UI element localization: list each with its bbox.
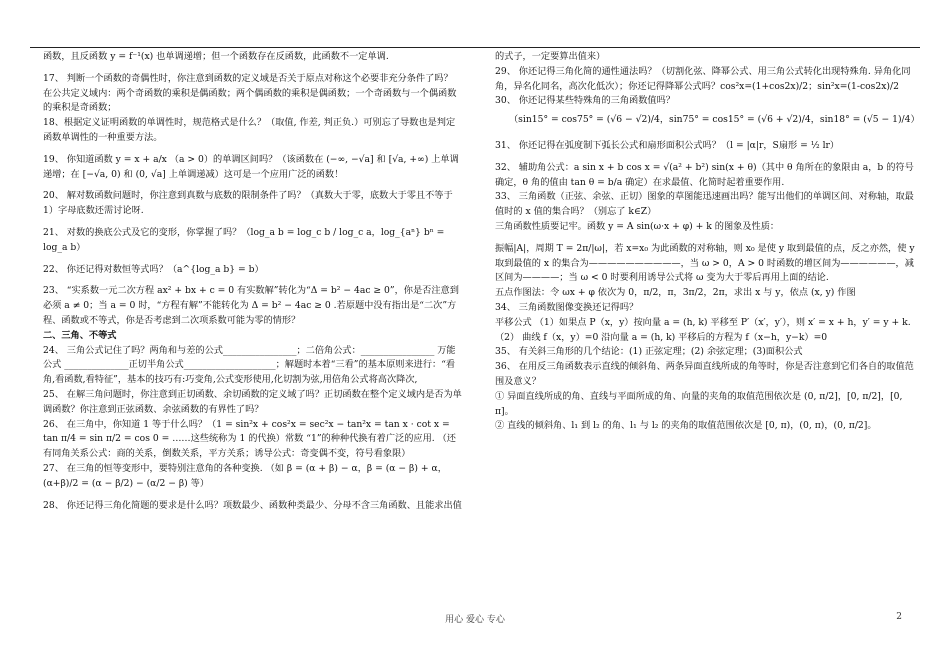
item-21: 21、 对数的换底公式及它的变形，你掌握了吗？（log_a b = log_c b / log_c a，log_{aⁿ} bⁿ = log_a b） — [43, 226, 445, 253]
item-33: 33、 三角函数（正弦、余弦、正切）图象的草图能迅速画出吗？能写出他们的单调区间、对称轴，取最值时的 x 值的集合吗？（别忘了 k∈Z） — [495, 191, 914, 218]
header-rule — [30, 47, 920, 48]
item-32: 32、 辅助角公式：a sin x + b cos x = √(a² + b²) sin(x + θ)（其中 θ 角所在的象限由 a，b 的符号确定，θ 角的值由 tan θ = b/a 确定）在求最值、化简时起着重要作用. — [495, 161, 914, 188]
section-heading: 二、三角、不等式 — [43, 329, 117, 341]
left-column — [43, 50, 463, 513]
trig-properties-intro: 三角函数性质要记牢。函数 y = A sin(ω·x + φ) + k 的图象及性质： — [495, 220, 780, 232]
item-29: 29、 你还记得三角化简的通性通法吗？（切割化弦、降幂公式、用三角公式转化出现特殊角. 异角化同角，异名化同名，高次化低次）；你还记得降幂公式吗？cos²x=(1+cos2x)/2；sin²x=(1-cos2x)/2 — [495, 65, 911, 92]
item-25: 25、 在解三角问题时，你注意到正切函数、余切函数的定义域了吗？正切函数在整个定义域内是否为单调函数？你注意到正弦函数、余弦函数的有界性了吗？ — [43, 388, 462, 415]
item-23: 23、 “实系数一元二次方程 ax² + bx + c = 0 有实数解”转化为“Δ = b² − 4ac ≥ 0”，你是否注意到必须 a ≠ 0；当 a = 0 时，“方程有解”不能转化为 Δ = b² − 4ac ≥ 0 .若原题中没有指出是“二次”方程、函数或不等式，你是否考虑到二次项系数可能为零的情形？ — [43, 285, 459, 326]
item-34: 34、 三角函数图像变换还记得吗？ — [495, 301, 639, 313]
curve-translation: （2） 曲线 f（x，y）=0 沿向量 a = (h, k) 平移后的方程为 f（x−h，y−k）=0 — [495, 331, 828, 343]
item-35: 35、 有关斜三角形的几个结论：(1) 正弦定理；(2) 余弦定理；(3)面积公式 — [495, 346, 803, 358]
right-column — [495, 50, 920, 434]
five-point-method: 五点作图法：令 ωx + φ 依次为 0，π/2，π，3π/2，2π，求出 x 与 y，依点 (x, y) 作图 — [495, 287, 856, 299]
item-28: 28、 你还记得三角化简题的要求是什么吗？项数最少、函数种类最少、分母不含三角函数、且能求出值 — [43, 499, 462, 511]
page-footer: 用心 爱心 专心 — [445, 615, 505, 625]
item-31: 31、 你还记得在弧度制下弧长公式和扇形面积公式吗？（l = |α|r，S扇形 = ½ lr） — [495, 139, 840, 151]
item-30: 30、 你还记得某些特殊角的三角函数值吗？ — [495, 95, 675, 107]
paragraph-continued: 函数，且反函数 y = f⁻¹(x) 也单调递增；但一个函数存在反函数，此函数不一定单调. — [43, 51, 389, 62]
trig-properties: 振幅|A|，周期 T = 2π/|ω|，若 x=x₀ 为此函数的对称轴，则 x₀ 是使 y 取到最值的点，反之亦然，使 y 取到最值的 x 的集合为——————————，当 ω > 0，A > 0 时函数的增区间为——————，减区间为————；当 ω < 0 时要利用诱导公式将 ω 变为大于零后再用上面的结论. — [495, 242, 915, 284]
paragraph-continued-right: 的式子，一定要算出值来） — [495, 51, 606, 62]
angle-range-2: ② 直线的倾斜角、l₁ 到 l₂ 的角、l₁ 与 l₂ 的夹角的取值范围依次是 [0, π)，(0, π)，(0, π/2]。 — [495, 420, 877, 432]
item-19: 19、 你知道函数 y = x + a/x （a > 0）的单调区间吗？（该函数在 (−∞, −√a] 和 [√a, +∞) 上单调递增；在 [−√a, 0) 和 (0, √a] 上单调递减）这可是一个应用广泛的函数！ — [43, 153, 459, 180]
item-17: 17、 判断一个函数的奇偶性时，你注意到函数的定义域是否关于原点对称这个必要非充分条件了吗？ 在公共定义域内：两个奇函数的乘积是偶函数；两个偶函数的乘积是偶函数；一个奇函数与一个偶函数的乘积是奇函数； — [43, 72, 457, 114]
item-22: 22、 你还记得对数恒等式吗？（a^{log_a b} = b） — [43, 263, 264, 275]
special-angle-values: （sin15° = cos75° = (√6 − √2)/4，sin75° = cos15° = (√6 + √2)/4，sin18° = (√5 − 1)/4） — [509, 114, 920, 126]
item-36: 36、 在用反三角函数表示直线的倾斜角、两条异面直线所成的角等时，你是否注意到它们各自的取值范围及意义？ — [495, 361, 914, 387]
item-20: 20、 解对数函数问题时，你注意到真数与底数的限制条件了吗？（真数大于零，底数大于零且不等于 1）字母底数还需讨论呀. — [43, 190, 453, 217]
page-number: 2 — [896, 612, 902, 622]
item-18: 18、根据定义证明函数的单调性时，规范格式是什么？（取值, 作差, 判正负.）可别忘了导数也是判定函数单调性的一种重要方法。 — [43, 117, 456, 143]
item-26: 26、 在三角中，你知道 1 等于什么吗？（1 = sin²x + cos²x = sec²x − tan²x = tan x · cot x = tan π/4 = sin π/2 = cos 0 = ……这些统称为 1 的代换）常数 “1”的种种代换有着广泛的应用. （还有同角关系公式：商的关系，倒数关系，平方关系；诱导公式：奇变偶不变，符号看象限） — [43, 418, 456, 460]
translation-formula: 平移公式 （1）如果点 P（x，y）按向量 a = (h, k) 平移至 P′（x′，y′），则 x′ = x + h，y′ = y + k. — [495, 316, 911, 328]
item-27: 27、 在三角的恒等变形中，要特别注意角的各种变换. （如 β = (α + β) − α，β = (α − β) + α，(α+β)/2 = (α − β/2) − (α/2 − β) 等） — [43, 462, 447, 489]
item-24: 24、 三角公式记住了吗？两角和与差的公式________________；二倍角公式：________________ 万能公式 ______________正切半角公式____________________；解题时本着“三看”的基本原则来进行：“看角,看函数,看特征”，基本的技巧有:巧变角,公式变形使用,化切割为弦,用倍角公式将高次降次, — [43, 344, 456, 386]
angle-range-1: ① 异面直线所成的角、直线与平面所成的角、向量的夹角的取值范围依次是 (0, π/2]，[0, π/2]，[0, π]。 — [495, 390, 903, 417]
